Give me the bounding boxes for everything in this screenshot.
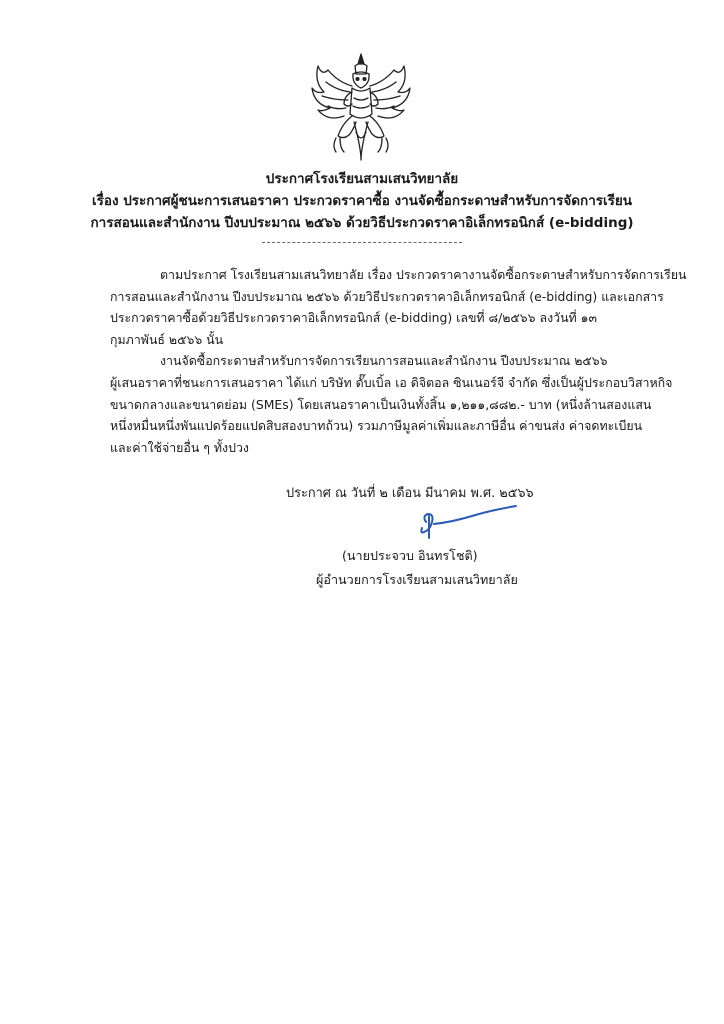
- title-line-1: ประกาศโรงเรียนสามเสนวิทยาลัย: [265, 171, 459, 187]
- title-line-2: เรื่อง ประกาศผู้ชนะการเสนอราคา ประกวดราคาซื้อ งานจัดซื้อกระดาษสำหรับการจัดการเรียน: [91, 193, 633, 209]
- paragraph-1: [110, 264, 687, 350]
- paragraph-2-line-5: และค่าใช้จ่ายอื่น ๆ ทั้งปวง: [110, 439, 249, 455]
- garuda-emblem-icon: [308, 52, 414, 162]
- title-line-3: การสอนและสำนักงาน ปีงบประมาณ ๒๕๖๖ ด้วยวิธีประกวดราคาอิเล็กทรอนิกส์ (e-bidding): [90, 215, 634, 231]
- paragraph-2-line-4: หนึ่งหมื่นหนึ่งพันแปดร้อยแปดสิบสองบาทถ้วน) รวมภาษีมูลค่าเพิ่มและภาษีอื่น ค่าขนส่ง ค่าจดทะเบียน: [110, 418, 643, 434]
- paragraph-1-line-3: ประกวดราคาซื้อด้วยวิธีประกวดราคาอิเล็กทรอนิกส์ (e-bidding) เลขที่ ๘/๒๕๖๖ ลงวันที่ ๑๓: [110, 310, 597, 326]
- paragraph-1-line-1: ตามประกาศ โรงเรียนสามเสนวิทยาลัย เรื่อง ประกวดราคางานจัดซื้อกระดาษสำหรับการจัดการเรียน: [160, 267, 687, 282]
- paragraph-1-line-2: การสอนและสำนักงาน ปีงบประมาณ ๒๕๖๖ ด้วยวิธีประกวดราคาอิเล็กทรอนิกส์ (e-bidding) และเอกสาร: [110, 288, 664, 304]
- paragraph-2: [110, 350, 673, 458]
- signer-name: (นายประจวบ อินทรโชติ): [342, 548, 478, 563]
- paragraph-2-line-3: ขนาดกลางและขนาดย่อม (SMEs) โดยเสนอราคาเป็นเงินทั้งสิ้น ๑,๒๑๑,๘๘๒.- บาท (หนึ่งล้านสองแสน: [110, 396, 652, 412]
- signature-icon: [412, 502, 522, 542]
- paragraph-2-line-2: ผู้เสนอราคาที่ชนะการเสนอราคา ได้แก่ บริษัท ดั๊บเบิ้ล เอ ดิจิตอล ซินเนอร์จี จำกัด ซึ่งเป็นผู้ประกอบวิสาหกิจ: [110, 374, 673, 390]
- announcement-title: [60, 168, 664, 234]
- signer-position: ผู้อำนวยการโรงเรียนสามเสนวิทยาลัย: [316, 572, 518, 587]
- announcement-date: ประกาศ ณ วันที่ ๒ เดือน มีนาคม พ.ศ. ๒๕๖๖: [286, 486, 534, 501]
- paragraph-1-line-4: กุมภาพันธ์ ๒๕๖๖ นั้น: [110, 331, 224, 347]
- title-divider: [262, 242, 462, 243]
- paragraph-2-line-1: งานจัดซื้อกระดาษสำหรับการจัดการเรียนการสอนและสำนักงาน ปีงบประมาณ ๒๕๖๖: [160, 353, 608, 369]
- announcement-body: [110, 264, 687, 458]
